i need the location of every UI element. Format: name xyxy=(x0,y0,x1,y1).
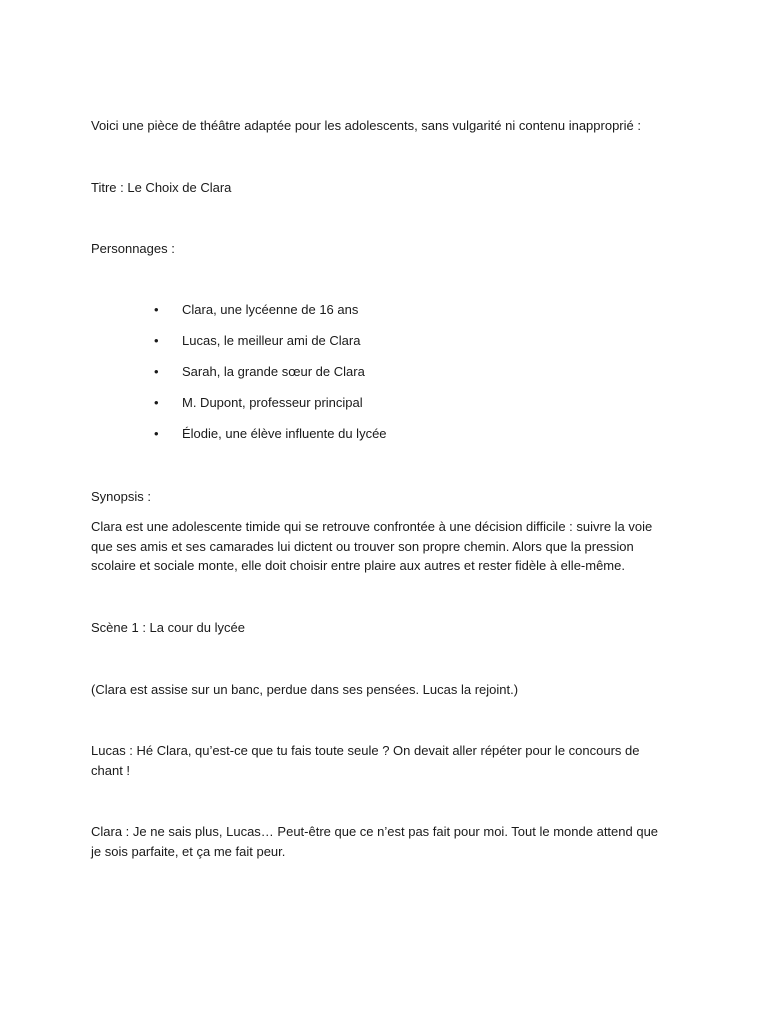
character-name: Clara, une lycéenne de 16 ans xyxy=(182,302,359,317)
list-item xyxy=(91,331,671,362)
list-item xyxy=(91,362,671,393)
list-item xyxy=(91,300,671,331)
bullet-icon: • xyxy=(154,302,159,317)
character-name: M. Dupont, professeur principal xyxy=(182,395,363,410)
characters-heading: Personnages : xyxy=(91,241,175,256)
synopsis-paragraph: Clara est une adolescente timide qui se retrouve confrontée à une décision difficile : suivre la voie que ses amis et ses camarades lui dictent ou trouver son propre chemin. Alors que la pression scolaire et sociale monte, elle doit choisir entre plaire aux autres et rester fidèle à elle-même. xyxy=(91,519,653,573)
dialogue-clara: Clara : Je ne sais plus, Lucas… Peut-être que ce n’est pas fait pour moi. Tout le monde attend que je sois parfaite, et ça me fait peur. xyxy=(91,824,659,859)
play-title: Titre : Le Choix de Clara xyxy=(91,180,232,195)
intro-paragraph: Voici une pièce de théâtre adaptée pour les adolescents, sans vulgarité ni contenu inapproprié : xyxy=(91,118,641,133)
bullet-icon: • xyxy=(154,426,159,441)
bullet-icon: • xyxy=(154,364,159,379)
synopsis-heading: Synopsis : xyxy=(91,489,151,504)
list-item xyxy=(91,393,671,424)
stage-direction: (Clara est assise sur un banc, perdue dans ses pensées. Lucas la rejoint.) xyxy=(91,682,519,697)
bullet-icon: • xyxy=(154,333,159,348)
characters-list xyxy=(91,300,671,455)
character-name: Sarah, la grande sœur de Clara xyxy=(182,364,365,379)
character-name: Élodie, une élève influente du lycée xyxy=(182,426,387,441)
scene-heading: Scène 1 : La cour du lycée xyxy=(91,620,245,635)
bullet-icon: • xyxy=(154,395,159,410)
dialogue-lucas: Lucas : Hé Clara, qu’est-ce que tu fais toute seule ? On devait aller répéter pour le concours de chant ! xyxy=(91,743,640,778)
list-item xyxy=(91,424,671,455)
character-name: Lucas, le meilleur ami de Clara xyxy=(182,333,361,348)
